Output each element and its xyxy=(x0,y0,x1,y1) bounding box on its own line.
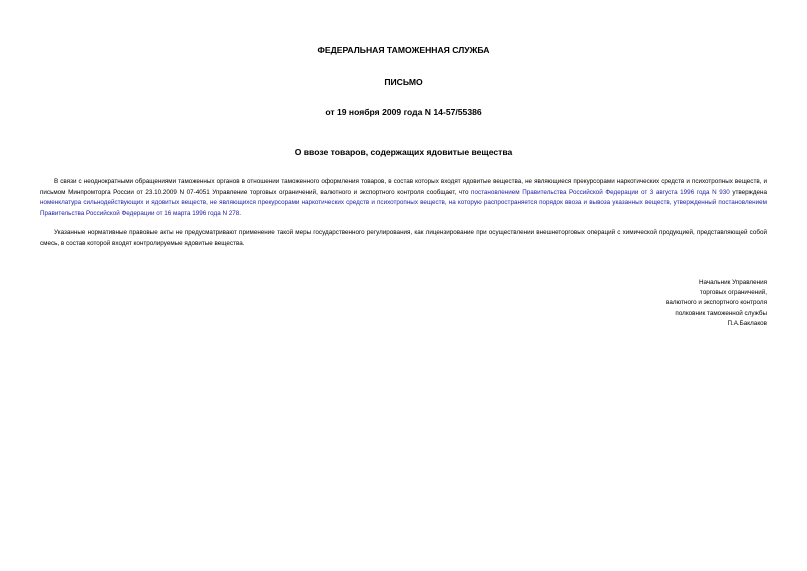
document-type-heading: ПИСЬМО xyxy=(384,77,423,87)
signatory-name: П.А.Баклаков xyxy=(727,319,767,327)
body-paragraph-2: Указанные нормативные правовые акты не предусматривают применение такой меры государственного регулирования, как лицензирование при осуществлении внешнеторговых операций с химической продукцией, представляющей собой смесь, в состав которой входят контролируемые ядовитые вещества. xyxy=(40,229,767,247)
paragraph-1-text-c: . xyxy=(239,209,242,217)
document-subject-title: О ввозе товаров, содержащих ядовитые вещества xyxy=(294,147,513,157)
agency-heading: ФЕДЕРАЛЬНАЯ ТАМОЖЕННАЯ СЛУЖБА xyxy=(317,45,490,55)
signature-block xyxy=(527,278,767,329)
paragraph-1-text-a: В связи с неоднократными обращениями таможенных органов в отношении таможенного оформления товаров, в состав которых входят ядовитые вещества, не являющиеся прекурсорами наркотических средств и психотропных веществ, и письмом Минпромторга России от 23.10.2009 N 07-4051 Управление торговых ограничений, валютного и экспортного контроля сообщает, что xyxy=(40,178,767,196)
signature-position-line-2: торговых ограничений, xyxy=(699,289,767,297)
document-date-number: от 19 ноября 2009 года N 14-57/55386 xyxy=(325,107,482,117)
signature-rank: полковник таможенной службы xyxy=(675,309,767,317)
signature-position-line-1: Начальник Управления xyxy=(698,279,767,286)
signature-position-line-3: валютного и экспортного контроля xyxy=(666,299,767,307)
paragraph-1-text-b: утверждена xyxy=(729,188,768,196)
decree-930-link[interactable]: постановлением Правительства Российской Федерации от 3 августа 1996 года N 930 xyxy=(471,188,730,196)
nomenclature-link[interactable]: номенклатура сильнодействующих и ядовитых веществ, не являющихся прекурсорами наркотических средств и психотропных веществ, на которую распространяется порядок ввоза и вывоза указанных веществ, утвержденный постановлением Правительства Российской Федерации от 16 марта 1996 года N 278 xyxy=(40,199,767,217)
body-paragraph-1 xyxy=(40,177,767,219)
